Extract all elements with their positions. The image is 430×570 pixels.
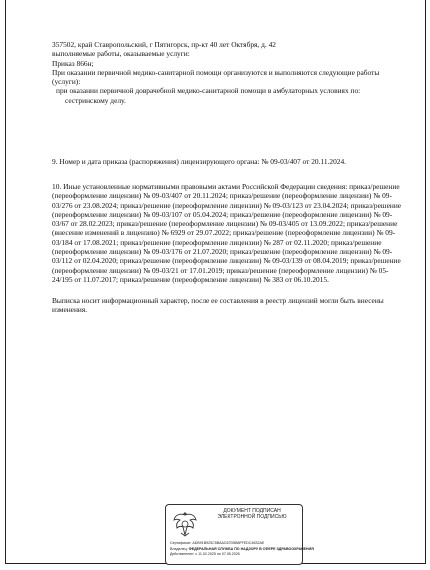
item-10-paragraph: 10. Иные установленные нормативными правовыми актами Российской Федерации сведения: приказ/решение (переоформление лицензии) № 09-03/407 от 20.11.2024; приказ/решение (переоформление лицензии) № 09-03/276 от 23.08.2024; приказ/решение (переоформление лицензии) № 09-03/123 от 23.04.2024; приказ/решение (переоформление лицензии) № 09-03/107 от 05.04.2024; приказ/решение (переоформление лицензии) № 09-03/67 от 28.02.2023; приказ/решение (переоформление лицензии) № 09-03/405 от 13.09.2022; приказ/решение (внесение изменений в лицензию) № 6929 от 29.07.2022; приказ/решение (переоформление лицензии) № 09-03/184 от 17.08.2021; приказ/решение (переоформление лицензии) № 287 от 02.11.2020; приказ/решение (переоформление лицензии) № 09-03/176 от 21.07.2020; приказ/решение (переоформление лицензии) № 09-03/112 от 02.04.2020; приказ/решение (переоформление лицензии) № 09-03/139 от 08.04.2019; приказ/решение (переоформление лицензии) № 09-03/21 от 17.01.2019; приказ/решение (переоформление лицензии) № 05-24/195 от 11.07.2017; приказ/решение (переоформление лицензии) № 383 от 06.10.2015. bbox=[52, 182, 402, 284]
item-9-paragraph: 9. Номер и дата приказа (распоряжения) лицензирующего органа: № 09-03/407 от 20.11.2024. bbox=[52, 157, 347, 166]
address-block bbox=[52, 40, 404, 105]
certificate-line: Сертификат: ADB91B925C5BAAC67D5B8FFEDC4632AE bbox=[170, 541, 265, 545]
owner-line: Владелец: ФЕДЕРАЛЬНАЯ СЛУЖБА ПО НАДЗОРУ В СФЕРЕ ЗДРАВООХРАНЕНИЯ bbox=[170, 546, 314, 551]
coat-of-arms-icon bbox=[171, 509, 199, 539]
disclaimer-paragraph: Выписка носит информационный характер, после ее составления в реестр лицензий могли быть внесены изменения. bbox=[52, 296, 384, 315]
outpatient-care-line: при оказании первичной доврачебной медико-санитарной помощи в амбулаторных условиях по: bbox=[56, 86, 361, 96]
stamp-title: ДОКУМЕНТ ПОДПИСАН ЭЛЕКТРОННОЙ ПОДПИСЬЮ bbox=[217, 508, 287, 521]
validity-line: Действителен: с 11.02.2025 по 07.05.2026 bbox=[170, 552, 240, 557]
page-border-left bbox=[5, 0, 6, 564]
nursing-line: сестринскому делу. bbox=[65, 95, 126, 105]
order-reference: Приказ 866н; bbox=[52, 58, 94, 68]
stamp-details bbox=[170, 541, 314, 558]
electronic-signature-stamp bbox=[165, 504, 314, 565]
works-label: выполняемые работы, оказываемые услуги: bbox=[52, 49, 190, 59]
primary-care-intro: При оказании первичной медико-санитарной помощи организуются и выполняются следующие работы (услуги): bbox=[52, 67, 380, 87]
address-line: 357502, край Ставропольский, г Пятигорск, пр-кт 40 лет Октября, д. 42 bbox=[52, 40, 276, 49]
page-border-right bbox=[425, 0, 426, 564]
